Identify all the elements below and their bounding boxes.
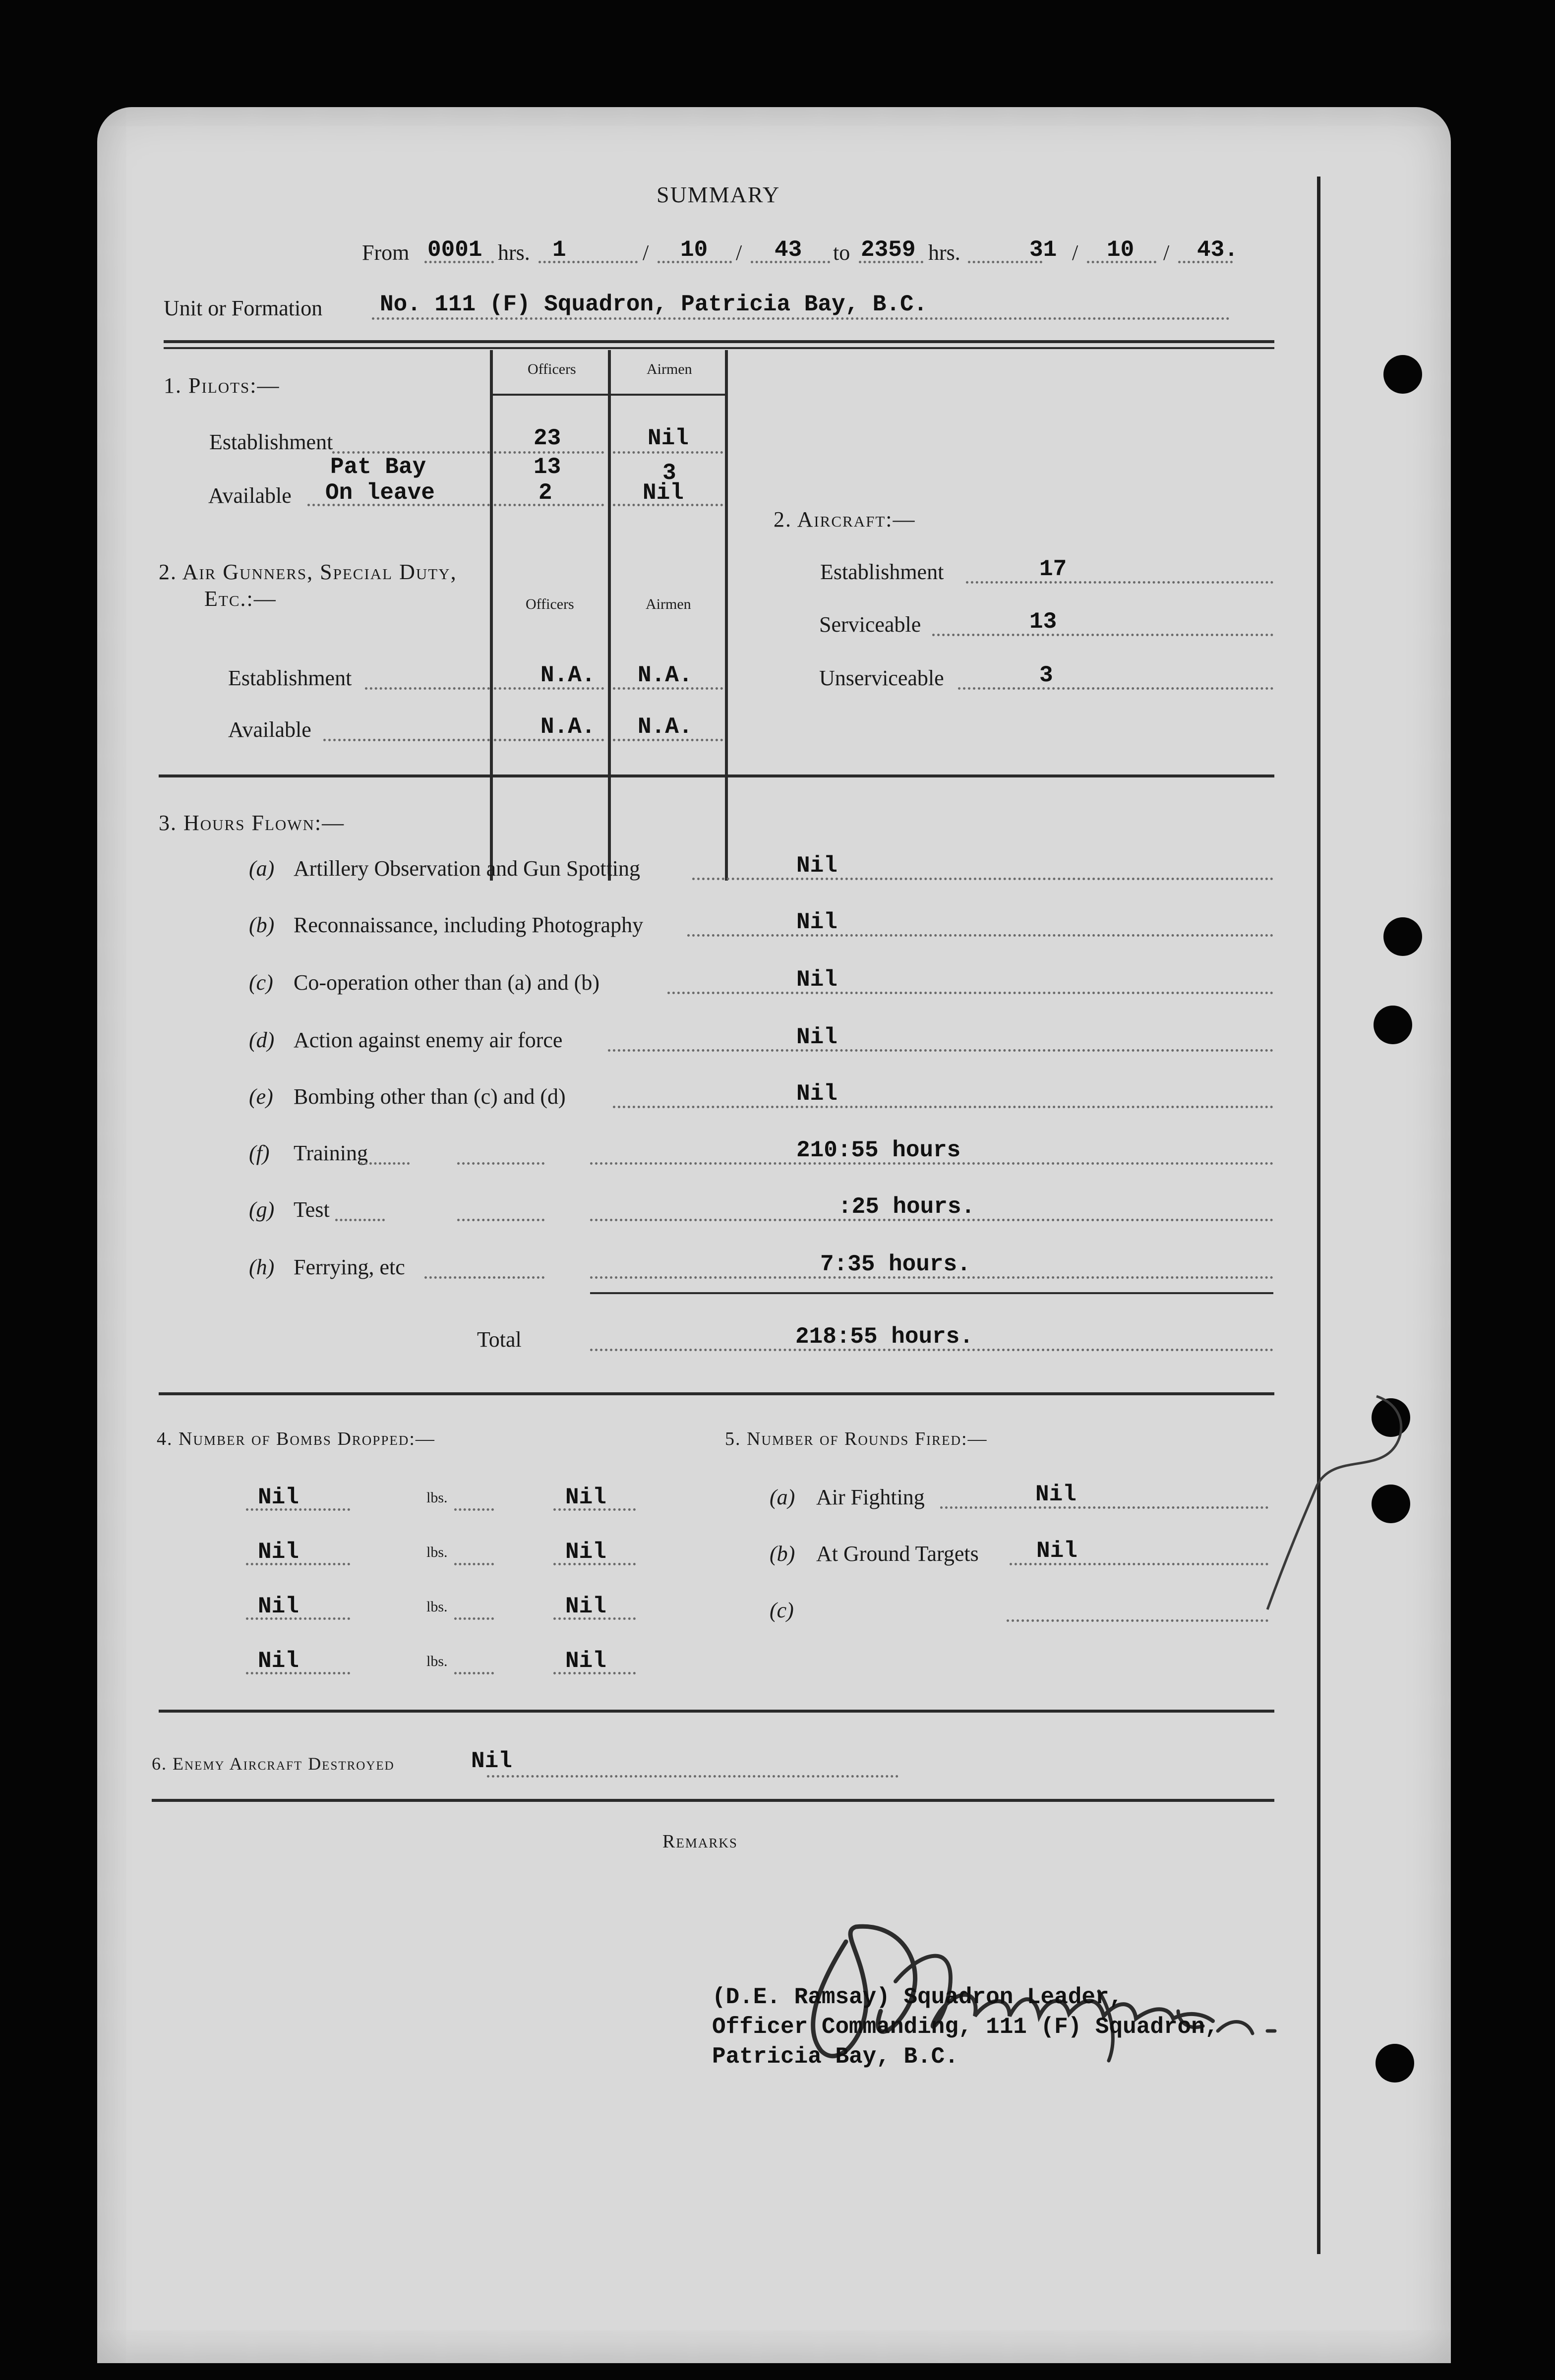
from-year: 43 bbox=[775, 237, 802, 263]
from-time: 0001 bbox=[427, 237, 482, 263]
from-time-dots bbox=[424, 261, 494, 263]
air-gunners-heading-2: Etc.:— bbox=[204, 587, 277, 611]
hours-e-letter: (e) bbox=[249, 1084, 273, 1109]
pilots-available-leave-airmen: Nil bbox=[643, 480, 684, 506]
bombs-weight-dots-2 bbox=[553, 1563, 636, 1565]
rounds-a-label: Air Fighting bbox=[816, 1485, 925, 1509]
to-label: to bbox=[833, 240, 850, 265]
hours-f-letter: (f) bbox=[249, 1141, 270, 1165]
bombs-lbs-4: lbs. bbox=[426, 1653, 448, 1669]
table-header-rule bbox=[490, 394, 728, 396]
rule-section-5 bbox=[159, 1710, 1274, 1713]
pilots-establishment-label: Establishment bbox=[209, 430, 333, 454]
hours-total-label: Total bbox=[477, 1327, 522, 1352]
hours-a-letter: (a) bbox=[249, 856, 275, 881]
enemy-value: Nil bbox=[471, 1748, 512, 1774]
bombs-weight-1: Nil bbox=[565, 1485, 606, 1510]
table-vline-1 bbox=[490, 350, 493, 881]
bombs-lbs-dots-2 bbox=[454, 1563, 494, 1565]
enemy-dots bbox=[487, 1775, 898, 1778]
ag-avail-off-dots bbox=[494, 739, 604, 741]
signature-block-line-1: (D.E. Ramsay) Squadron Leader, bbox=[712, 1984, 1123, 2010]
bombs-weight-dots-4 bbox=[553, 1672, 636, 1674]
binder-hole-6 bbox=[1376, 2044, 1414, 2082]
rule-top-2 bbox=[164, 347, 1274, 349]
hours-f-value: 210:55 hours bbox=[796, 1137, 961, 1163]
bombs-count-dots-2 bbox=[246, 1563, 350, 1565]
hours-c-label: Co-operation other than (a) and (b) bbox=[294, 970, 599, 995]
air-gunners-establishment-officers: N.A. bbox=[540, 662, 596, 688]
bombs-count-dots-3 bbox=[246, 1617, 350, 1620]
to-year: 43. bbox=[1197, 237, 1238, 263]
pilots-available-label: Available bbox=[208, 483, 292, 508]
enemy-label: 6. Enemy Aircraft Destroyed bbox=[152, 1754, 395, 1774]
air-gunners-col-airmen: Airmen bbox=[646, 596, 691, 612]
hours-f-label: Training bbox=[294, 1141, 368, 1165]
table-vline-2 bbox=[608, 350, 611, 881]
air-gunners-available-airmen: N.A. bbox=[638, 714, 693, 740]
hours-g-value: :25 hours. bbox=[838, 1194, 975, 1220]
hours-g-dots-2 bbox=[457, 1219, 544, 1221]
binder-hole-1 bbox=[1383, 355, 1422, 394]
to-hrs-label: hrs. bbox=[928, 240, 960, 265]
air-gunners-available-dots bbox=[323, 739, 490, 741]
rule-section-2 bbox=[159, 774, 1274, 777]
unit-label: Unit or Formation bbox=[164, 296, 323, 320]
bombs-lbs-1: lbs. bbox=[426, 1489, 448, 1506]
pilots-avail-air-dots bbox=[613, 504, 723, 506]
air-gunners-establishment-label: Establishment bbox=[228, 666, 352, 690]
hours-sum-rule bbox=[590, 1292, 1273, 1294]
hours-a-value: Nil bbox=[796, 853, 837, 879]
rounds-c-dots bbox=[1007, 1619, 1268, 1622]
hours-f-dots-2 bbox=[457, 1162, 544, 1165]
bombs-weight-3: Nil bbox=[565, 1594, 606, 1619]
hours-d-letter: (d) bbox=[249, 1028, 275, 1052]
hours-g-label: Test bbox=[294, 1197, 330, 1222]
hours-total-value: 218:55 hours. bbox=[795, 1324, 973, 1350]
hours-b-letter: (b) bbox=[249, 913, 275, 937]
rounds-a-letter: (a) bbox=[770, 1485, 795, 1509]
pilots-available-note-patbay: Pat Bay bbox=[330, 454, 426, 480]
hours-e-value: Nil bbox=[796, 1081, 837, 1107]
hours-b-value: Nil bbox=[796, 909, 837, 935]
hours-c-value: Nil bbox=[796, 967, 837, 993]
aircraft-establishment-value: 17 bbox=[1039, 556, 1067, 582]
pilots-available-leave-officers: 2 bbox=[538, 480, 552, 506]
binder-hole-2 bbox=[1383, 917, 1422, 956]
hours-b-dots bbox=[687, 934, 1273, 937]
unit-dots bbox=[372, 317, 1230, 320]
slash-3: / bbox=[1072, 240, 1078, 265]
from-label: From bbox=[362, 240, 410, 265]
remarks-heading: Remarks bbox=[662, 1831, 738, 1852]
table-vline-3 bbox=[725, 350, 728, 881]
bombs-weight-2: Nil bbox=[565, 1539, 606, 1565]
bombs-lbs-3: lbs. bbox=[426, 1599, 448, 1615]
air-gunners-establishment-dots bbox=[365, 687, 490, 690]
pilots-establishment-officers: 23 bbox=[534, 425, 561, 451]
aircraft-unserviceable-value: 3 bbox=[1039, 662, 1053, 688]
pilots-est-air-dots bbox=[613, 451, 723, 454]
signature-block-line-2: Officer Commanding, 111 (F) Squadron, bbox=[712, 2014, 1219, 2040]
hours-d-value: Nil bbox=[796, 1024, 837, 1050]
bombs-lbs-2: lbs. bbox=[426, 1544, 448, 1560]
hours-g-letter: (g) bbox=[249, 1197, 275, 1222]
ag-est-air-dots bbox=[613, 687, 723, 690]
binder-hole-3 bbox=[1374, 1006, 1412, 1044]
rounds-a-value: Nil bbox=[1035, 1482, 1077, 1507]
bombs-count-dots-1 bbox=[246, 1508, 350, 1511]
hours-h-dots-1 bbox=[424, 1276, 544, 1279]
bombs-heading: 4. Number of Bombs Dropped:— bbox=[157, 1428, 435, 1449]
rounds-c-letter: (c) bbox=[770, 1598, 794, 1622]
aircraft-establishment-label: Establishment bbox=[820, 560, 944, 584]
hours-b-label: Reconnaissance, including Photography bbox=[294, 913, 644, 937]
pilots-available-patbay-airmen: 3 bbox=[662, 460, 676, 486]
pilots-available-note-leave: On leave bbox=[325, 480, 435, 506]
to-day: 31 bbox=[1029, 237, 1057, 263]
bombs-lbs-dots-3 bbox=[454, 1617, 494, 1620]
rounds-b-label: At Ground Targets bbox=[816, 1542, 979, 1566]
hours-a-dots bbox=[692, 878, 1273, 880]
bombs-lbs-dots-4 bbox=[454, 1672, 494, 1674]
pilots-avail-off-dots bbox=[494, 504, 604, 506]
aircraft-heading: 2. Aircraft:— bbox=[774, 507, 916, 532]
bombs-count-dots-4 bbox=[246, 1672, 350, 1674]
air-gunners-available-label: Available bbox=[228, 717, 311, 742]
ag-est-off-dots bbox=[494, 687, 604, 690]
hours-e-label: Bombing other than (c) and (d) bbox=[294, 1084, 566, 1109]
hours-heading: 3. Hours Flown:— bbox=[159, 811, 345, 835]
hours-g-dots-1 bbox=[335, 1219, 385, 1221]
hours-c-dots bbox=[667, 992, 1273, 994]
rule-top-1 bbox=[164, 340, 1274, 343]
to-time-dots bbox=[859, 261, 923, 263]
bombs-weight-dots-1 bbox=[553, 1508, 636, 1511]
air-gunners-col-officers: Officers bbox=[526, 596, 574, 612]
pilots-heading: 1. Pilots:— bbox=[164, 373, 280, 398]
bombs-count-3: Nil bbox=[258, 1594, 299, 1619]
ag-avail-air-dots bbox=[613, 739, 723, 741]
pilots-available-patbay-officers: 13 bbox=[534, 454, 561, 480]
form-sheet bbox=[97, 107, 1451, 2363]
aircraft-unserviceable-label: Unserviceable bbox=[819, 666, 944, 690]
bombs-count-4: Nil bbox=[258, 1648, 299, 1674]
bombs-count-1: Nil bbox=[258, 1485, 299, 1510]
right-margin-rule bbox=[1317, 177, 1320, 2254]
to-time: 2359 bbox=[861, 237, 916, 263]
pilots-col-airmen: Airmen bbox=[647, 361, 692, 377]
hours-d-dots bbox=[608, 1049, 1273, 1052]
aircraft-serviceable-value: 13 bbox=[1029, 609, 1057, 635]
unit-value: No. 111 (F) Squadron, Patricia Bay, B.C. bbox=[380, 292, 928, 317]
margin-mark-icon bbox=[1257, 1376, 1456, 1634]
air-gunners-available-officers: N.A. bbox=[540, 714, 596, 740]
pilots-est-off-dots bbox=[494, 451, 604, 454]
air-gunners-establishment-airmen: N.A. bbox=[638, 662, 693, 688]
signature-block-line-3: Patricia Bay, B.C. bbox=[712, 2044, 958, 2070]
hours-e-dots bbox=[613, 1106, 1273, 1108]
aircraft-establishment-dots bbox=[966, 581, 1273, 584]
pilots-establishment-airmen: Nil bbox=[648, 425, 689, 451]
form-title: SUMMARY bbox=[657, 182, 780, 207]
rule-section-6 bbox=[152, 1799, 1274, 1802]
bombs-lbs-dots-1 bbox=[454, 1508, 494, 1511]
slash-4: / bbox=[1163, 240, 1170, 265]
rounds-b-value: Nil bbox=[1036, 1538, 1077, 1564]
hours-f-dots-1 bbox=[360, 1162, 410, 1165]
hours-h-letter: (h) bbox=[249, 1255, 275, 1279]
bombs-count-2: Nil bbox=[258, 1539, 299, 1565]
pilots-col-officers: Officers bbox=[528, 361, 576, 377]
aircraft-serviceable-label: Serviceable bbox=[819, 612, 921, 637]
hours-h-value: 7:35 hours. bbox=[820, 1251, 971, 1277]
from-day: 1 bbox=[552, 237, 566, 263]
rounds-b-letter: (b) bbox=[770, 1542, 795, 1566]
slash-2: / bbox=[736, 240, 742, 265]
slash-1: / bbox=[643, 240, 649, 265]
hours-d-label: Action against enemy air force bbox=[294, 1028, 563, 1052]
hours-c-letter: (c) bbox=[249, 970, 273, 995]
hours-h-label: Ferrying, etc bbox=[294, 1255, 405, 1279]
aircraft-serviceable-dots bbox=[932, 634, 1273, 636]
bombs-weight-dots-3 bbox=[553, 1617, 636, 1620]
from-month: 10 bbox=[680, 237, 708, 263]
hours-a-label: Artillery Observation and Gun Spotting bbox=[294, 856, 641, 881]
pilots-establishment-dots bbox=[332, 451, 490, 454]
air-gunners-heading-1: 2. Air Gunners, Special Duty, bbox=[159, 560, 457, 584]
bombs-weight-4: Nil bbox=[565, 1648, 606, 1674]
to-month: 10 bbox=[1107, 237, 1135, 263]
rounds-a-dots bbox=[940, 1506, 1268, 1509]
pilots-available-dots bbox=[307, 504, 490, 506]
rounds-heading: 5. Number of Rounds Fired:— bbox=[725, 1428, 988, 1449]
aircraft-unserviceable-dots bbox=[958, 687, 1273, 690]
rule-section-3 bbox=[159, 1392, 1274, 1395]
from-hrs-label: hrs. bbox=[498, 240, 530, 265]
